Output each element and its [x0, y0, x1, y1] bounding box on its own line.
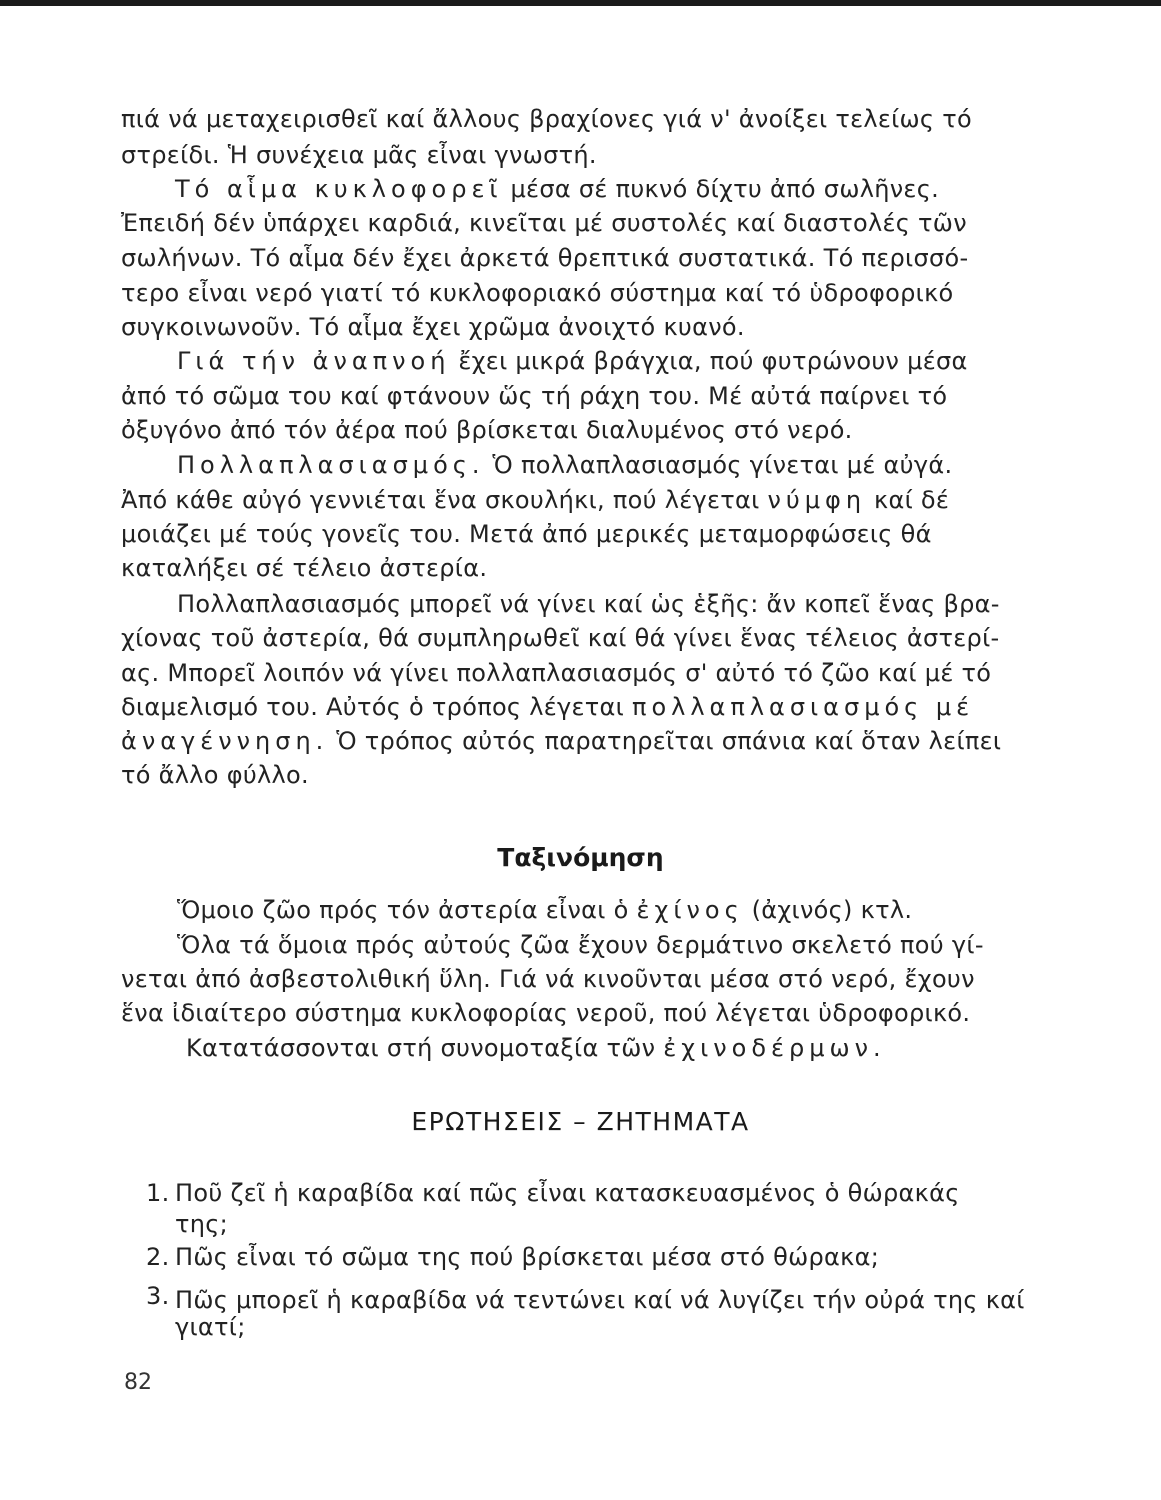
emphasized-term: ἐχινοδέρμων.: [663, 1034, 886, 1062]
text-line: νεται ἀπό ἀσβεστολιθική ὕλη. Γιά νά κινοῦνται μέσα στό νερό, ἔχουν: [121, 965, 975, 993]
emphasized-term: νύμφη: [767, 486, 867, 514]
text-line: τερο εἶναι νερό γιατί τό κυκλοφοριακό σύστημα καί τό ὑδροφορικό: [121, 279, 954, 307]
question-text: γιατί;: [175, 1313, 246, 1341]
question-number: 3.: [146, 1282, 170, 1310]
text-line: χίονας τοῦ ἀστερία, θά συμπληρωθεῖ καί θά γίνει ἕνας τέλειος ἀστερί-: [121, 624, 1000, 652]
question-text: Πῶς εἶναι τό σῶμα της πού βρίσκεται μέσα στό θώρακα;: [175, 1243, 880, 1271]
text-line: Τό αἷμα κυκλοφορεῖ μέσα σέ πυκνό δίχτυ ἀπό σωλῆνες.: [175, 175, 940, 203]
text-line: Κατατάσσονται στή συνομοταξία τῶν ἐχινοδέρμων.: [186, 1034, 886, 1062]
text-line: Πολλαπλασιασμός. Ὁ πολλαπλασιασμός γίνεται μέ αὐγά.: [177, 451, 953, 479]
text-line: μοιάζει μέ τούς γονεῖς του. Μετά ἀπό μερικές μεταμορφώσεις θά: [121, 520, 932, 548]
page-number: 82: [124, 1370, 152, 1395]
section-heading: Ταξινόμηση: [497, 843, 664, 872]
questions-heading: ΕΡΩΤΗΣΕΙΣ – ΖΗΤΗΜΑΤΑ: [411, 1107, 750, 1136]
text-line: ἀναγέννηση. Ὁ τρόπος αὐτός παρατηρεῖται σπάνια καί ὅταν λείπει: [121, 727, 1002, 755]
question-number: 2.: [146, 1243, 170, 1271]
text-line: Ἐπειδή δέν ὑπάρχει καρδιά, κινεῖται μέ συστολές καί διαστολές τῶν: [121, 209, 967, 237]
question-number: 1.: [146, 1179, 170, 1207]
text-line: διαμελισμό του. Αὐτός ὁ τρόπος λέγεται πολλαπλασιασμός μέ: [121, 693, 975, 721]
text-line: ὀξυγόνο ἀπό τόν ἀέρα πού βρίσκεται διαλυμένος στό νερό.: [121, 416, 853, 444]
text-line: Πολλαπλασιασμός μπορεῖ νά γίνει καί ὡς ἑξῆς: ἄν κοπεῖ ἕνας βρα-: [177, 590, 1000, 618]
emphasized-term: ἐχίνος: [636, 896, 744, 924]
question-text: Πῶς μπορεῖ ἡ καραβίδα νά τεντώνει καί νά λυγίζει τήν οὐρά της καί: [175, 1286, 1025, 1314]
text-line: στρείδι. Ἡ συνέχεια μᾶς εἶναι γνωστή.: [121, 141, 597, 169]
emphasized-term: ἀναγέννηση.: [121, 727, 329, 755]
text-line: ας. Μπορεῖ λοιπόν νά γίνει πολλαπλασιασμός σ' αὐτό τό ζῶο καί μέ τό: [121, 659, 992, 687]
text-line: πιά νά μεταχειρισθεῖ καί ἄλλους βραχίονες γιά ν' ἀνοίξει τελείως τό: [121, 105, 972, 133]
question-text: της;: [175, 1210, 229, 1238]
question-text: Ποῦ ζεῖ ἡ καραβίδα καί πῶς εἶναι κατασκευασμένος ὁ θώρακάς: [175, 1179, 960, 1207]
text-line: σωλήνων. Τό αἷμα δέν ἔχει ἀρκετά θρεπτικά συστατικά. Τό περισσό-: [121, 244, 969, 272]
emphasized-term: Γιά τήν ἀναπνοή: [177, 347, 451, 375]
emphasized-term: Πολλαπλασιασμός.: [177, 451, 485, 479]
emphasized-term: Τό αἷμα κυκλοφορεῖ: [175, 175, 503, 203]
emphasized-term: πολλαπλασιασμός μέ: [632, 693, 975, 721]
text-line: Ἀπό κάθε αὐγό γεννιέται ἕνα σκουλήκι, πού λέγεται νύμφη καί δέ: [121, 486, 950, 514]
text-line: Ὅμοιο ζῶο πρός τόν ἀστερία εἶναι ὁ ἐχίνος (ἀχινός) κτλ.: [177, 896, 913, 924]
text-line: Γιά τήν ἀναπνοή ἔχει μικρά βράγχια, πού φυτρώνουν μέσα: [177, 347, 968, 375]
text-line: συγκοινωνοῦν. Τό αἷμα ἔχει χρῶμα ἀνοιχτό κυανό.: [121, 313, 745, 341]
text-line: Ὅλα τά ὅμοια πρός αὐτούς ζῶα ἔχουν δερμάτινο σκελετό πού γί-: [177, 931, 984, 959]
text-line: καταλήξει σέ τέλειο ἀστερία.: [121, 554, 488, 582]
text-line: ἕνα ἰδιαίτερο σύστημα κυκλοφορίας νεροῦ, πού λέγεται ὑδροφορικό.: [121, 999, 971, 1027]
text-line: τό ἄλλο φύλλο.: [121, 761, 309, 789]
text-line: ἀπό τό σῶμα του καί φτάνουν ὥς τή ράχη του. Μέ αὐτά παίρνει τό: [121, 382, 948, 410]
